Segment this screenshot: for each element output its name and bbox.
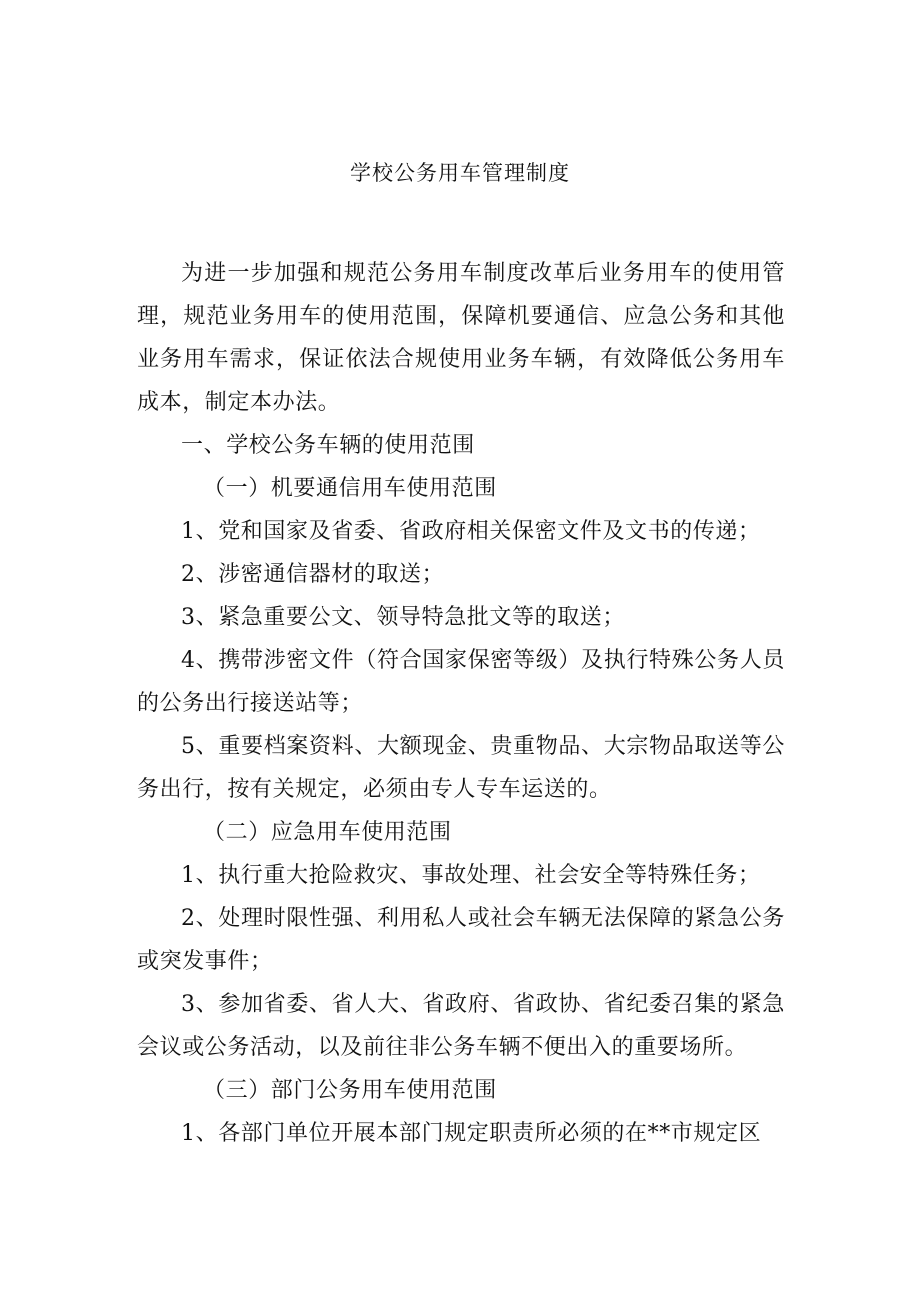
list-item: 2、涉密通信器材的取送； <box>181 562 445 587</box>
document-body <box>137 252 785 1155</box>
list-item: 1、党和国家及省委、省政府相关保密文件及文书的传递； <box>181 519 761 544</box>
document-title: 学校公务用车管理制度 <box>350 161 570 185</box>
paragraph-intro: 为进一步加强和规范公务用车制度改革后业务用车的使用管理，规范业务用车的使用范围，保障机要通信、应急公务和其他业务用车需求，保证依法合规使用业务车辆，有效降低公务用车成本，制定本办法。 <box>137 261 785 415</box>
list-item: 3、参加省委、省人大、省政府、省政协、省纪委召集的紧急会议或公务活动，以及前往非公务车辆不便出入的重要场所。 <box>137 992 785 1060</box>
section-heading-1: 一、学校公务车辆的使用范围 <box>181 433 475 458</box>
list-item: 1、各部门单位开展本部门规定职责所必须的在**市规定区 <box>181 1121 762 1146</box>
list-item: 1、执行重大抢险救灾、事故处理、社会安全等特殊任务； <box>181 863 761 888</box>
list-item: 2、处理时限性强、利用私人或社会车辆无法保障的紧急公务或突发事件； <box>137 906 785 974</box>
subsection-heading-2: （二）应急用车使用范围 <box>203 820 452 845</box>
subsection-heading-1: （一）机要通信用车使用范围 <box>203 476 497 501</box>
list-item: 4、携带涉密文件（符合国家保密等级）及执行特殊公务人员的公务出行接送站等； <box>137 648 785 716</box>
subsection-heading-3: （三）部门公务用车使用范围 <box>203 1078 497 1103</box>
list-item: 3、紧急重要公文、领导特急批文等的取送； <box>181 605 625 630</box>
list-item: 5、重要档案资料、大额现金、贵重物品、大宗物品取送等公务出行，按有关规定，必须由专人专车运送的。 <box>137 734 785 802</box>
